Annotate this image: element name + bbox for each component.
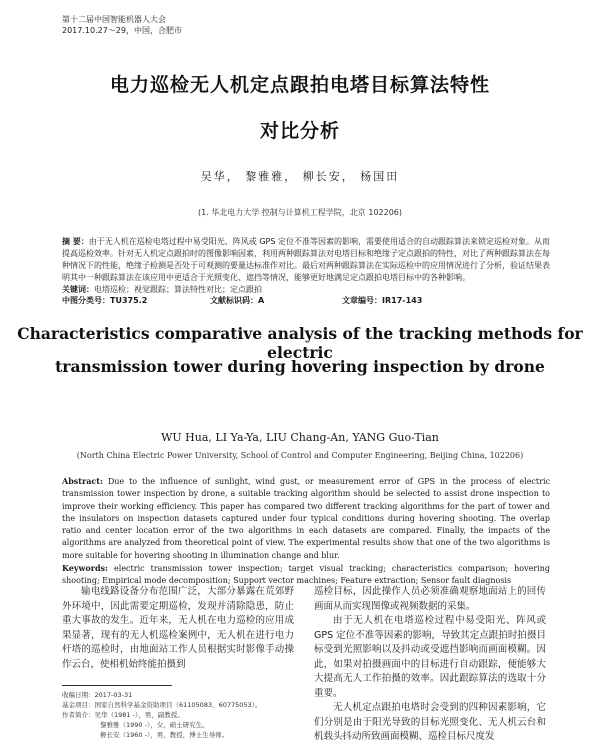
cn-abstract-text: 由于无人机在巡检电塔过程中易受阳光、阵风或 GPS 定位不准等因素的影响，需要使用适合的自动跟踪算法来锁定巡检对象。从而提高巡检效率。针对无人机定点跟拍时的图像影响因素，利用两种跟踪算法对电塔目标和绝缘子定点跟拍的特性，对比了两种跟踪算法在每种情况下的性能，绝缘子检测是否处于可观测的要量达标准作对比。最后对两种跟踪算法在实际巡检中的应用情况进行了分析，验证结果表明其中一种跟踪算法在该应用中更适合于光照变化、遮挡等情况，能够更好地满足定点跟拍电塔目标中的各种影响。 [62,237,550,282]
cn-title-line1: 电力巡检无人机定点跟拍电塔目标算法特性 [109,74,490,96]
article-no-value: IR17-143 [382,296,423,305]
cn-title-line2: 对比分析 [259,120,340,142]
doc-code-label: 文献标识码： [210,296,258,305]
body-paragraph: 输电线路设备分布范围广泛，大部分暴露在荒郊野外环境中，因此需要定期巡检，发现并清除隐患，防止重大事故的发生。近年来，无人机在电力巡检的应用成果显著，现有的无人机巡检案例中，无人机在进行电力杆塔的巡检时，由地面站工作人员根据实时影像手动操作云台，使相机始终能拍摄到 [62,586,294,670]
body-paragraph: 由于无人机在电塔巡检过程中易受阳光、阵风或 GPS 定位不准等因素的影响，导致其定点跟拍时拍摄目标受到光照影响以及抖动或受遮挡影响而画面模糊。因此，如果对拍摄画面中的目标进行自动跟踪，便能够大大提高无人工作拍摄的效率。因此跟踪算法的选取十分重要。 [314,615,546,699]
article-no-label: 文章编号： [342,296,382,305]
conference-date-location: 2017.10.27～29，中国，合肥市 [62,26,182,35]
conference-header [62,14,182,36]
en-authors: WU Hua, LI Ya-Ya, LIU Chang-An, YANG Guo-Tian [161,431,439,444]
en-title-line1: Characteristics comparative analysis of the tracking methods for electric [17,324,583,362]
en-abstract-text: Due to the influence of sunlight, wind gust, or measurement error of GPS in the process of electric transmission tower inspection by drone, a suitable tracking algorithm should be selected to assist drone inspection to improve their working efficiency. This paper has compared two different tracking algorithms for the part of tower and the insulators on inspection datasets captured under four typical conditions during hovering shooting. The overlap ratio and center location error of the two algorithms in each datasets are compared. Finally, the impacts of the algorithms are analyzed from theoretical point of view. The experimental results show that one of the two algorithms is more suitable for hovering shooting in illumination change and blur. [62,477,550,560]
received-date: 收稿日期：2017-03-31 [62,691,133,699]
cn-authors: 吴华， 黎雅雅， 柳长安， 杨国田 [200,170,400,183]
en-keywords: electric transmission tower inspection; target visual tracking; characteristics comparison; hovering shooting; Empirical mode decomposition; Support vector machines; Feature extraction; Sensor fault diagnosis [62,564,550,586]
clc-value: TU375.2 [110,296,148,305]
en-abstract-label: Abstract: [62,476,103,486]
cn-keywords: 电塔巡检；视觉跟踪；算法特性对比；定点跟拍 [94,285,262,294]
author-bio: 黎雅雅（1990 -），女，硕士研究生。 [100,721,209,729]
cn-keywords-label: 关键词： [62,285,94,294]
en-abstract [62,475,550,588]
cn-abstract-label: 摘 要： [62,237,89,246]
footnote-rule [62,685,172,686]
en-affiliation: (North China Electric Power University, School of Control and Computer Engineering, Beijing China, 102206) [76,451,524,460]
body-right-column [314,585,546,745]
cn-affiliation: (1. 华北电力大学 控制与计算机工程学院，北京 102206) [197,208,403,217]
body-paragraph: 巡检目标，因此操作人员必须准确观察地面站上的回传画面从而实现图像或视频数据的采集。 [314,586,546,612]
fund-info: 基金项目：国家自然科学基金资助项目（61105083，60775053）。 [62,701,262,709]
body-paragraph: 无人机定点跟拍电塔时会受到的四种因素影响，它们分别是由于阳光导致的目标光照变化、无人机云台和机载头抖动所致画面模糊、巡检目标尺度发 [314,702,546,742]
clc-label: 中图分类号： [62,296,110,305]
body-left-column [62,585,294,672]
en-title-line2: transmission tower during hovering inspection by drone [55,357,545,376]
conference-name: 第十二届中国智能机器人大会 [62,15,166,24]
author-bio: 作者简介：吴华（1981 -），男，副教授。 [62,711,184,719]
author-bio: 柳长安（1960 -），男，教授，博士生导师。 [100,731,229,739]
en-keywords-label: Keywords: [62,563,109,574]
doc-code-value: A [258,296,265,305]
footnote [62,690,294,740]
cn-abstract [62,236,550,296]
